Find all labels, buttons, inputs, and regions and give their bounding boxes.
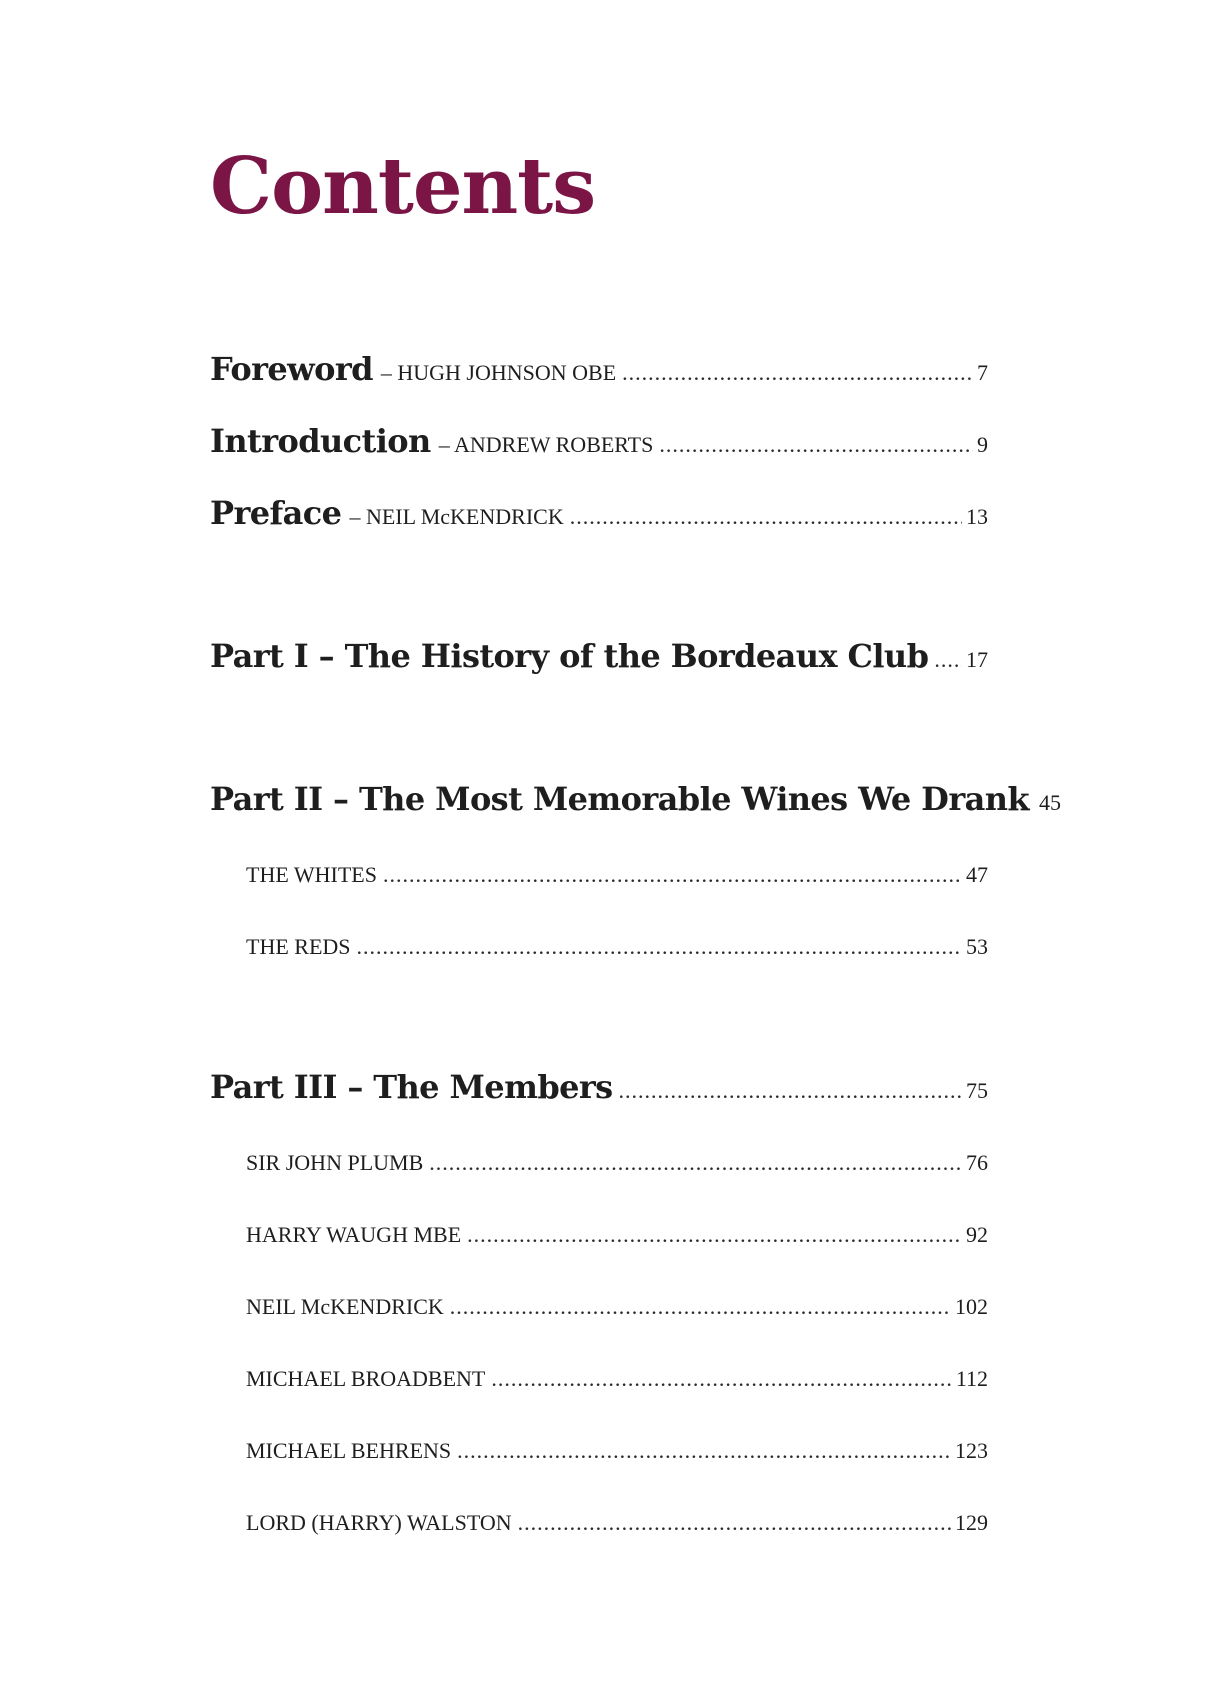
toc-entry-preface[interactable] (210, 494, 988, 532)
toc-section-michael-broadbent[interactable] (246, 1366, 988, 1392)
toc-section-label: HARRY WAUGH MBE (246, 1222, 462, 1247)
dot-leader (491, 1366, 951, 1392)
toc-part-title: Part I – The History of the Bordeaux Club (210, 637, 929, 675)
dot-leader (518, 1510, 951, 1536)
toc-page-number: 17 (966, 647, 988, 672)
dot-leader (467, 1222, 962, 1248)
toc-page-number: 75 (966, 1078, 988, 1103)
toc-page-number: 7 (977, 360, 988, 385)
dot-leader (429, 1150, 962, 1176)
dot-leader (383, 862, 962, 888)
toc-entry-author: – ANDREW ROBERTS (438, 432, 654, 457)
toc-section-label: LORD (HARRY) WALSTON (246, 1510, 512, 1535)
toc-entry-introduction[interactable] (210, 422, 988, 460)
toc-page-number: 123 (955, 1438, 988, 1463)
dot-leader (934, 647, 962, 673)
toc-section-michael-behrens[interactable] (246, 1438, 988, 1464)
toc-page-number: 102 (955, 1294, 988, 1319)
toc-section-lord-harry-walston[interactable] (246, 1510, 988, 1536)
toc-part-title: Part II – The Most Memorable Wines We Drank (210, 780, 1029, 818)
toc-section-label: SIR JOHN PLUMB (246, 1150, 424, 1175)
toc-section-label: NEIL McKENDRICK (246, 1294, 444, 1319)
toc-page-number: 92 (966, 1222, 988, 1247)
toc-page-number: 9 (977, 432, 988, 457)
toc-section-sir-john-plumb[interactable] (246, 1150, 988, 1176)
dot-leader (619, 1078, 962, 1104)
toc-section-label: THE REDS (246, 934, 351, 959)
toc-entry-title: Introduction (210, 422, 431, 460)
toc-section-label: THE WHITES (246, 862, 377, 887)
toc-entry-author: – HUGH JOHNSON OBE (380, 360, 617, 385)
toc-section-label: MICHAEL BROADBENT (246, 1366, 486, 1391)
toc-section-neil-mckendrick[interactable] (246, 1294, 988, 1320)
toc-page-number: 53 (966, 934, 988, 959)
toc-entry-foreword[interactable] (210, 350, 988, 388)
toc-entry-title: Foreword (210, 350, 373, 388)
toc-section-the-reds[interactable] (246, 934, 988, 960)
toc-page-number: 76 (966, 1150, 988, 1175)
dot-leader (457, 1438, 951, 1464)
toc-page-number: 45 (1038, 790, 1061, 815)
toc-section-label: MICHAEL BEHRENS (246, 1438, 452, 1463)
toc-page-number: 13 (966, 504, 988, 529)
toc-entry-title: Preface (210, 494, 342, 532)
toc-part-2[interactable] (210, 780, 1061, 818)
toc-page-number: 129 (955, 1510, 988, 1535)
dot-leader (622, 360, 973, 386)
dot-leader (570, 504, 962, 530)
toc-section-harry-waugh[interactable] (246, 1222, 988, 1248)
toc-page-number: 47 (966, 862, 988, 887)
toc-part-title: Part III – The Members (210, 1068, 613, 1106)
toc-part-3[interactable] (210, 1068, 988, 1106)
toc-part-1[interactable] (210, 637, 988, 675)
toc-entry-author: – NEIL McKENDRICK (349, 504, 564, 529)
dot-leader (357, 934, 963, 960)
dot-leader (659, 432, 973, 458)
dot-leader (450, 1294, 951, 1320)
toc-page-number: 112 (955, 1366, 988, 1391)
page-title: Contents (210, 141, 596, 232)
toc-section-the-whites[interactable] (246, 862, 988, 888)
